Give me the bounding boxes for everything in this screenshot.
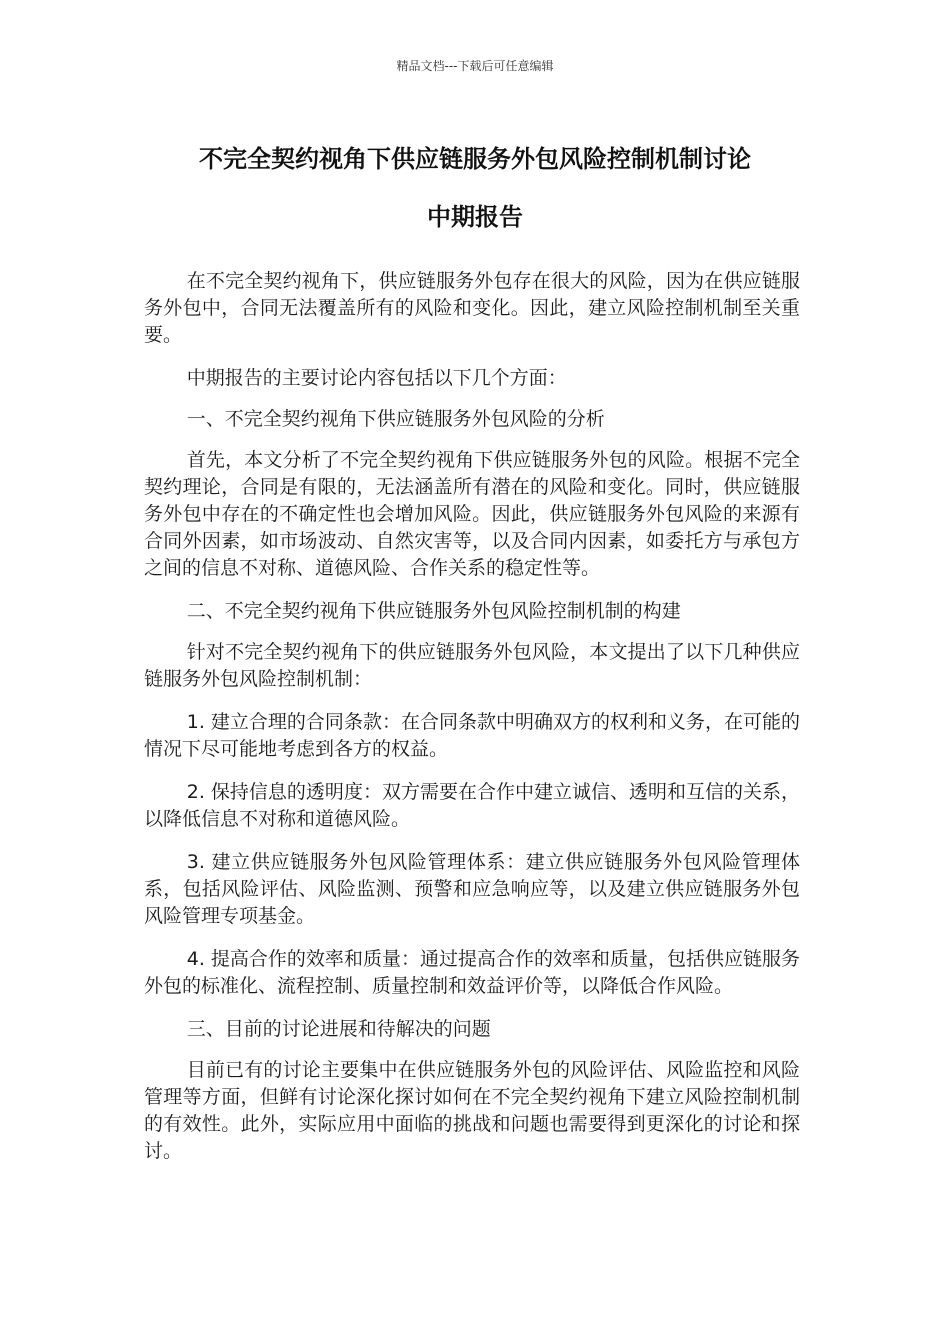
- section-1-paragraph: 首先，本文分析了不完全契约视角下供应链服务外包的风险。根据不完全契约理论，合同是有限的，无法涵盖所有潜在的风险和变化。同时，供应链服务外包中存在的不确定性也会增加风险。因此，供应链服务外包风险的来源有合同外因素，如市场波动、自然灾害等，以及合同内因素，如委托方与承包方之间的信息不对称、道德风险、合作关系的稳定性等。: [144, 449, 800, 579]
- title-line-2: 中期报告: [427, 203, 523, 231]
- title-line-1: 不完全契约视角下供应链服务外包风险控制机制讨论: [199, 145, 751, 173]
- mechanism-item-3: 3. 建立供应链服务外包风险管理体系：建立供应链服务外包风险管理体系，包括风险评估、风险监测、预警和应急响应等，以及建立供应链服务外包风险管理专项基金。: [144, 851, 800, 927]
- mechanism-item-1: 1. 建立合理的合同条款：在合同条款中明确双方的权利和义务，在可能的情况下尽可能地考虑到各方的权益。: [144, 711, 800, 760]
- document-body: [144, 268, 800, 1181]
- scope-paragraph: 中期报告的主要讨论内容包括以下几个方面：: [186, 367, 567, 389]
- mechanism-item-4: 4. 提高合作的效率和质量：通过提高合作的效率和质量，包括供应链服务外包的标准化、流程控制、质量控制和效益评价等，以降低合作风险。: [144, 948, 800, 997]
- section-3-paragraph: 目前已有的讨论主要集中在供应链服务外包的风险评估、风险监控和风险管理等方面，但鲜有讨论深化探讨如何在不完全契约视角下建立风险控制机制的有效性。此外，实际应用中面临的挑战和问题也需要得到更深化的讨论和探讨。: [144, 1059, 800, 1162]
- mechanism-item-2: 2. 保持信息的透明度：双方需要在合作中建立诚信、透明和互信的关系，以降低信息不对称和道德风险。: [144, 781, 800, 830]
- section-2-intro-paragraph: 针对不完全契约视角下的供应链服务外包风险，本文提出了以下几种供应链服务外包风险控制机制：: [144, 641, 800, 690]
- section-heading-3: 三、目前的讨论进展和待解决的问题: [186, 1018, 491, 1040]
- document-title: [140, 130, 810, 246]
- page-header: 精品文档---下载后可任意编辑: [396, 59, 554, 73]
- intro-paragraph: 在不完全契约视角下，供应链服务外包存在很大的风险，因为在供应链服务外包中，合同无法覆盖所有的风险和变化。因此，建立风险控制机制至关重要。: [144, 270, 800, 346]
- section-heading-1: 一、不完全契约视角下供应链服务外包风险的分析: [186, 408, 605, 430]
- section-heading-2: 二、不完全契约视角下供应链服务外包风险控制机制的构建: [186, 600, 681, 622]
